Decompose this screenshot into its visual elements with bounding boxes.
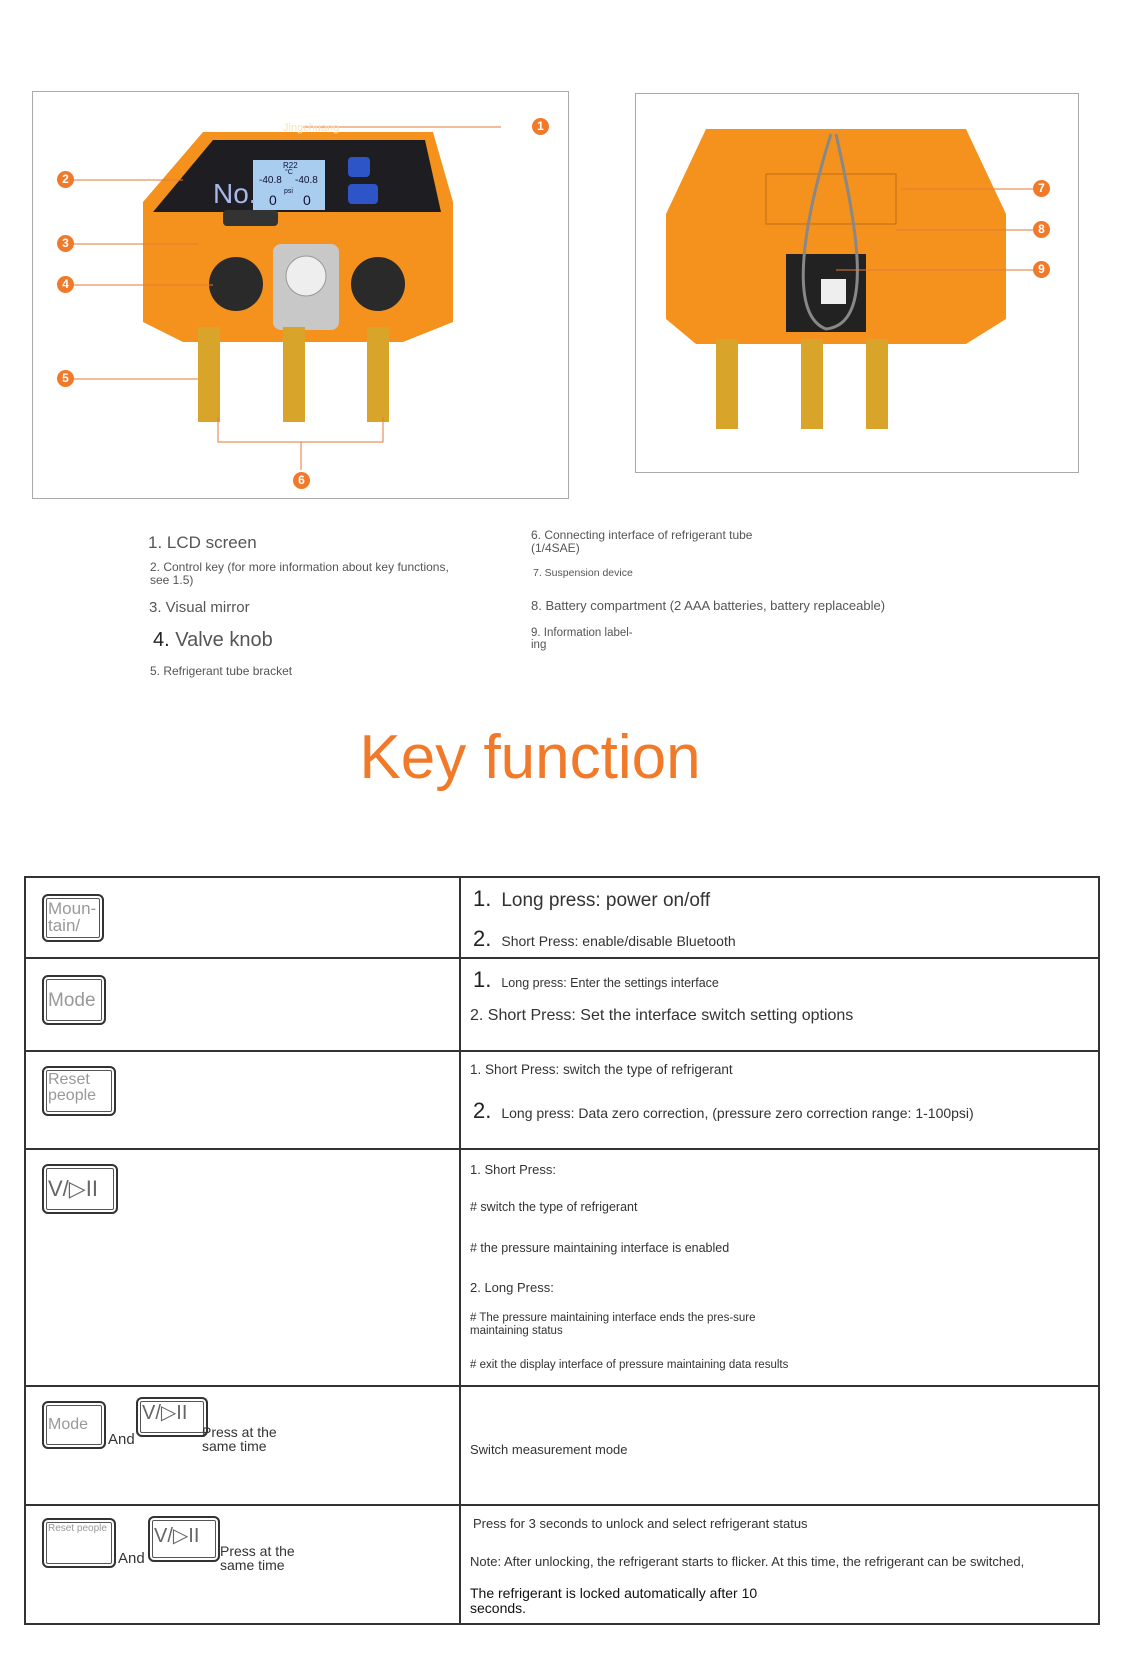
section-title: Key function	[359, 723, 701, 792]
lcd-value: 0	[303, 192, 311, 208]
legend-item-4-text: Valve knob	[175, 629, 273, 651]
legend-item-1: 1. LCD screen	[148, 533, 257, 552]
row3-line1: 1. Short Press: switch the type of refrigerant	[470, 1062, 733, 1077]
row6-line: Press for 3 seconds to unlock and select refrigerant status	[473, 1516, 808, 1531]
line-text: Long press: power on/off	[501, 890, 711, 911]
play-pause-key	[148, 1516, 220, 1562]
power-bluetooth-key	[42, 894, 104, 942]
line-text: Long press: Data zero correction, (pressure zero correction range: 1-100psi)	[501, 1105, 974, 1121]
row4-line: # the pressure maintaining interface is enabled	[470, 1241, 730, 1255]
table-row	[25, 877, 1099, 958]
line-num: 1.	[473, 967, 492, 992]
legend-item-7: 7. Suspension device	[533, 567, 633, 579]
line-num: 2.	[473, 926, 492, 951]
row2-line1	[473, 967, 719, 993]
row1-line2	[473, 926, 736, 952]
back-device-photo	[635, 93, 1079, 473]
table-row	[25, 958, 1099, 1051]
play-pause-key	[42, 1164, 118, 1214]
legend-item-5: 5. Refrigerant tube bracket	[150, 664, 293, 678]
row4-line: # exit the display interface of pressure maintaining data results	[470, 1359, 789, 1371]
same-time-label: Press at the same time	[202, 1424, 277, 1454]
callout-5: 5	[57, 370, 74, 387]
legend-item-2: 2. Control key (for more information about key functions, see 1.5)	[150, 560, 449, 587]
line-num: 2.	[473, 1098, 492, 1123]
legend-item-3: 3. Visual mirror	[149, 599, 250, 616]
key-label: V/▷II	[48, 1176, 98, 1201]
legend-item-4-num: 4.	[153, 629, 170, 651]
row6-line: The refrigerant is locked automatically after 10 seconds.	[470, 1585, 758, 1617]
key-label: Reset people	[48, 1523, 107, 1534]
legend-item-8: 8. Battery compartment (2 AAA batteries, battery replaceable)	[531, 598, 886, 613]
table-row	[25, 1149, 1099, 1386]
brand-label: Jingchuang	[283, 122, 340, 134]
callout-1: 1	[532, 118, 549, 135]
front-device-photo	[32, 91, 569, 499]
table-row	[25, 1505, 1099, 1624]
callout-9: 9	[1033, 261, 1050, 278]
mode-key	[42, 1401, 106, 1449]
lcd-refrigerant: R22	[283, 161, 298, 170]
callout-3: 3	[57, 235, 74, 252]
callout-4: 4	[57, 276, 74, 293]
table-row	[25, 1386, 1099, 1505]
row4-line: # The pressure maintaining interface ends the pres-sure maintaining status	[470, 1312, 756, 1337]
legend-item-4	[153, 630, 273, 651]
and-label: And	[118, 1550, 145, 1567]
lcd-value: -40.8	[295, 175, 318, 186]
legend-item-6: 6. Connecting interface of refrigerant tube (1/4SAE)	[531, 528, 753, 555]
callout-8: 8	[1033, 221, 1050, 238]
lcd-unit-bottom: psi	[284, 188, 293, 195]
row4-line: # switch the type of refrigerant	[470, 1200, 638, 1214]
lcd-value: 0	[269, 192, 277, 208]
gauge-back-illustration	[636, 94, 1080, 474]
line-text: Long press: Enter the settings interface	[501, 976, 719, 990]
callout-7: 7	[1033, 180, 1050, 197]
callout-6: 6	[293, 472, 310, 489]
same-time-label: Press at the same time	[220, 1543, 295, 1573]
reset-key	[42, 1066, 116, 1116]
key-label: Moun-tain/	[48, 899, 97, 935]
row1-line1	[473, 886, 710, 912]
key-label: Reset people	[48, 1071, 97, 1104]
key-label: Mode	[48, 1416, 89, 1433]
reset-key	[42, 1518, 116, 1568]
key-label: V/▷II	[142, 1402, 188, 1424]
key-function-table	[24, 876, 1100, 1625]
play-pause-key	[136, 1397, 208, 1437]
callout-2: 2	[57, 171, 74, 188]
row4-line: 1. Short Press:	[470, 1162, 556, 1177]
mode-key	[42, 975, 106, 1025]
key-label: Mode	[48, 990, 96, 1011]
row4-line: 2. Long Press:	[470, 1280, 554, 1295]
row5-line: Switch measurement mode	[470, 1442, 628, 1457]
line-text: Short Press: enable/disable Bluetooth	[501, 933, 736, 949]
screen-no-label: No.	[213, 178, 257, 209]
row3-line2	[473, 1098, 974, 1124]
lcd-value: -40.8	[259, 175, 282, 186]
legend-item-9: 9. Information label-ing	[531, 627, 633, 652]
row6-line: Note: After unlocking, the refrigerant starts to flicker. At this time, the refrigerant can be switched,	[470, 1554, 1025, 1569]
lcd-unit-top: °C	[285, 169, 293, 176]
table-row	[25, 1051, 1099, 1149]
and-label: And	[108, 1431, 135, 1448]
row2-line2: 2. Short Press: Set the interface switch setting options	[470, 1007, 854, 1024]
line-num: 1.	[473, 886, 492, 911]
key-label: V/▷II	[154, 1525, 200, 1547]
gauge-front-illustration	[33, 92, 570, 500]
